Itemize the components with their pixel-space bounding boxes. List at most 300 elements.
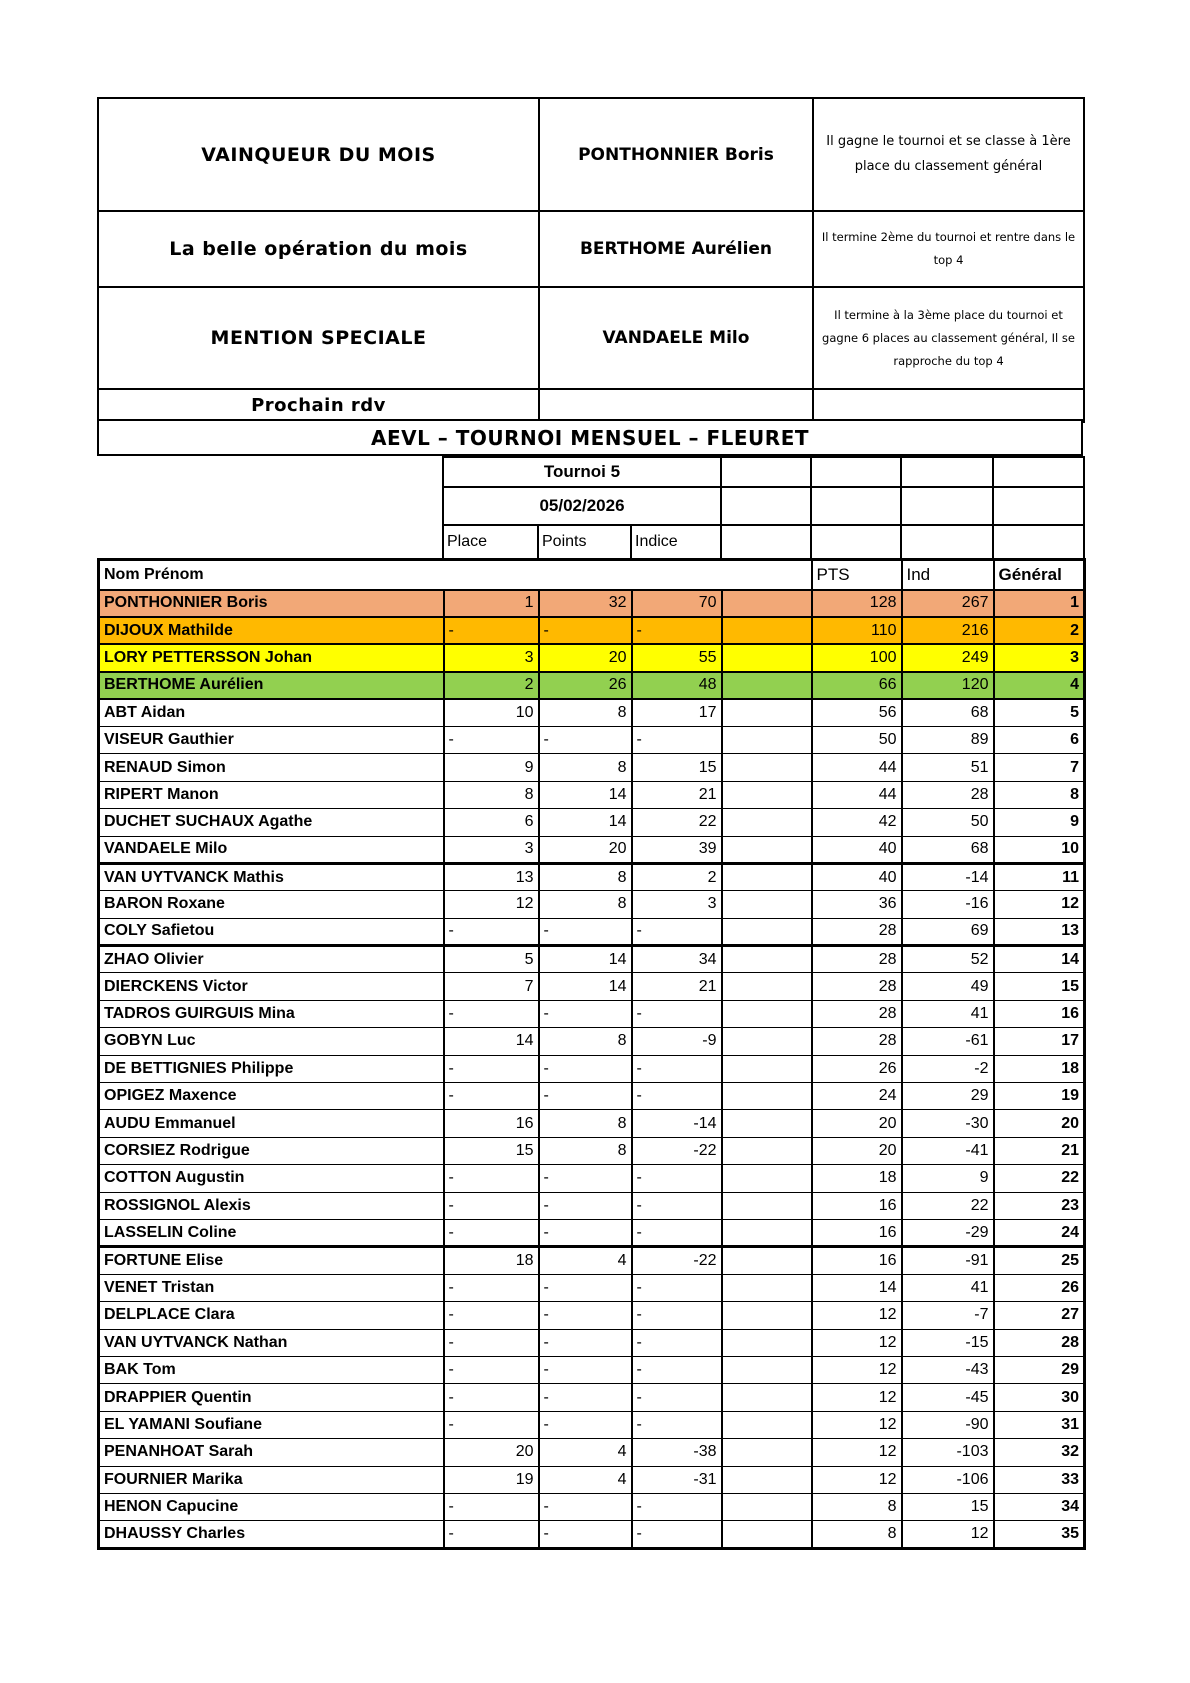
indice-cell: -: [632, 617, 722, 644]
empty-cell: [901, 487, 993, 525]
fencer-name: PENANHOAT Sarah: [99, 1439, 444, 1466]
col-header-place: Place: [443, 525, 538, 559]
points-cell: 14: [539, 973, 632, 1000]
table-row: [99, 1411, 1085, 1438]
tournament-name-row: [443, 457, 1084, 487]
general-rank-cell: 32: [994, 1439, 1085, 1466]
table-row: [99, 1055, 1085, 1082]
place-cell: 16: [444, 1110, 539, 1137]
fencer-name: VANDAELE Milo: [99, 836, 444, 863]
table-row: [99, 1110, 1085, 1137]
points-cell: -: [539, 1356, 632, 1383]
general-rank-cell: 14: [994, 946, 1085, 973]
fencer-name: OPIGEZ Maxence: [99, 1083, 444, 1110]
ind-cell: 9: [902, 1165, 994, 1192]
table-row: [99, 891, 1085, 918]
pts-cell: 12: [812, 1466, 902, 1493]
table-row: [99, 946, 1085, 973]
spacer-cell: [722, 1219, 812, 1246]
fencer-name: GOBYN Luc: [99, 1028, 444, 1055]
pts-cell: 28: [812, 946, 902, 973]
place-cell: -: [444, 1356, 539, 1383]
indice-cell: -: [632, 1083, 722, 1110]
fencer-name: AUDU Emmanuel: [99, 1110, 444, 1137]
ind-cell: 267: [902, 590, 994, 617]
general-rank-cell: 33: [994, 1466, 1085, 1493]
general-rank-cell: 22: [994, 1165, 1085, 1192]
award-row-mention: [98, 287, 1084, 389]
points-cell: -: [539, 918, 632, 945]
fencer-name: VAN UYTVANCK Mathis: [99, 863, 444, 890]
general-rank-cell: 5: [994, 699, 1085, 726]
col-header-name: Nom Prénom: [99, 560, 812, 590]
spacer-cell: [722, 1028, 812, 1055]
general-rank-cell: 27: [994, 1302, 1085, 1329]
pts-cell: 14: [812, 1274, 902, 1301]
ranking-table: [97, 558, 1086, 1550]
award-row-operation: [98, 211, 1084, 287]
table-row: [99, 1439, 1085, 1466]
ind-cell: -7: [902, 1302, 994, 1329]
table-row: [99, 1165, 1085, 1192]
place-cell: 2: [444, 672, 539, 699]
place-cell: 9: [444, 754, 539, 781]
place-cell: -: [444, 1302, 539, 1329]
indice-cell: -: [632, 1329, 722, 1356]
pts-cell: 50: [812, 726, 902, 753]
fencer-name: ROSSIGNOL Alexis: [99, 1192, 444, 1219]
points-cell: 20: [539, 836, 632, 863]
fencer-name: DHAUSSY Charles: [99, 1521, 444, 1548]
general-rank-cell: 6: [994, 726, 1085, 753]
ind-cell: -30: [902, 1110, 994, 1137]
place-cell: 6: [444, 809, 539, 836]
place-cell: 12: [444, 891, 539, 918]
empty-cell: [811, 487, 901, 525]
spacer-cell: [722, 863, 812, 890]
award-label: VAINQUEUR DU MOIS: [98, 98, 539, 211]
table-row: [99, 973, 1085, 1000]
pts-cell: 24: [812, 1083, 902, 1110]
award-label: MENTION SPECIALE: [98, 287, 539, 389]
table-row: [99, 1302, 1085, 1329]
spacer-cell: [722, 699, 812, 726]
spacer-cell: [722, 672, 812, 699]
fencer-name: ZHAO Olivier: [99, 946, 444, 973]
tournament-header-table: [442, 456, 1085, 560]
fencer-name: TADROS GUIRGUIS Mina: [99, 1000, 444, 1027]
spacer-cell: [722, 918, 812, 945]
spacer-cell: [722, 1055, 812, 1082]
fencer-name: RIPERT Manon: [99, 781, 444, 808]
ind-cell: 52: [902, 946, 994, 973]
awards-table: [97, 97, 1085, 423]
ranking-header-row: [99, 560, 1085, 590]
points-cell: -: [539, 1165, 632, 1192]
indice-cell: -: [632, 1192, 722, 1219]
general-rank-cell: 15: [994, 973, 1085, 1000]
spacer-cell: [722, 946, 812, 973]
table-row: [99, 1356, 1085, 1383]
ind-cell: 68: [902, 699, 994, 726]
fencer-name: BAK Tom: [99, 1356, 444, 1383]
ind-cell: 12: [902, 1521, 994, 1548]
ind-cell: 68: [902, 836, 994, 863]
indice-cell: -: [632, 1384, 722, 1411]
fencer-name: CORSIEZ Rodrigue: [99, 1137, 444, 1164]
pts-cell: 36: [812, 891, 902, 918]
col-header-general: Général: [994, 560, 1085, 590]
pts-cell: 12: [812, 1356, 902, 1383]
table-row: [99, 918, 1085, 945]
pts-cell: 12: [812, 1411, 902, 1438]
ind-cell: 22: [902, 1192, 994, 1219]
spacer-cell: [722, 1110, 812, 1137]
pts-cell: 40: [812, 863, 902, 890]
points-cell: 14: [539, 946, 632, 973]
fencer-name: EL YAMANI Soufiane: [99, 1411, 444, 1438]
fencer-name: DELPLACE Clara: [99, 1302, 444, 1329]
place-cell: 15: [444, 1137, 539, 1164]
place-cell: 7: [444, 973, 539, 1000]
indice-cell: -: [632, 1356, 722, 1383]
general-rank-cell: 29: [994, 1356, 1085, 1383]
award-winner: BERTHOME Aurélien: [539, 211, 813, 287]
indice-cell: 17: [632, 699, 722, 726]
general-rank-cell: 9: [994, 809, 1085, 836]
award-winner: PONTHONNIER Boris: [539, 98, 813, 211]
indice-cell: -9: [632, 1028, 722, 1055]
ind-cell: 249: [902, 644, 994, 671]
table-row: [99, 1137, 1085, 1164]
indice-cell: -: [632, 1521, 722, 1548]
place-cell: -: [444, 726, 539, 753]
pts-cell: 28: [812, 973, 902, 1000]
place-cell: -: [444, 1411, 539, 1438]
pts-cell: 8: [812, 1521, 902, 1548]
award-label: La belle opération du mois: [98, 211, 539, 287]
ind-cell: -45: [902, 1384, 994, 1411]
place-cell: 8: [444, 781, 539, 808]
indice-cell: -: [632, 1411, 722, 1438]
place-cell: 19: [444, 1466, 539, 1493]
place-cell: -: [444, 918, 539, 945]
spacer-cell: [722, 836, 812, 863]
tournament-date-row: [443, 487, 1084, 525]
general-rank-cell: 26: [994, 1274, 1085, 1301]
points-cell: 4: [539, 1439, 632, 1466]
pts-cell: 28: [812, 1028, 902, 1055]
table-row: [99, 644, 1085, 671]
points-cell: -: [539, 1329, 632, 1356]
indice-cell: -38: [632, 1439, 722, 1466]
place-cell: -: [444, 1055, 539, 1082]
place-cell: 3: [444, 836, 539, 863]
spacer-cell: [722, 617, 812, 644]
ind-cell: -15: [902, 1329, 994, 1356]
fencer-name: BERTHOME Aurélien: [99, 672, 444, 699]
fencer-name: LASSELIN Coline: [99, 1219, 444, 1246]
indice-cell: 2: [632, 863, 722, 890]
points-cell: -: [539, 617, 632, 644]
spacer-cell: [722, 1274, 812, 1301]
award-note: Il termine à la 3ème place du tournoi et gagne 6 places au classement général, Il se rapproche du top 4: [813, 287, 1084, 389]
place-cell: -: [444, 1329, 539, 1356]
pts-cell: 44: [812, 781, 902, 808]
indice-cell: -: [632, 1000, 722, 1027]
indice-cell: -14: [632, 1110, 722, 1137]
spacer-cell: [722, 1521, 812, 1548]
table-row: [99, 1521, 1085, 1548]
indice-cell: -22: [632, 1137, 722, 1164]
pts-cell: 66: [812, 672, 902, 699]
empty-cell: [993, 487, 1084, 525]
ind-cell: -2: [902, 1055, 994, 1082]
spacer-cell: [722, 781, 812, 808]
points-cell: 8: [539, 754, 632, 781]
general-rank-cell: 18: [994, 1055, 1085, 1082]
table-row: [99, 1083, 1085, 1110]
indice-cell: 22: [632, 809, 722, 836]
table-row: [99, 809, 1085, 836]
ind-cell: 15: [902, 1493, 994, 1520]
place-cell: -: [444, 1384, 539, 1411]
pts-cell: 44: [812, 754, 902, 781]
points-cell: -: [539, 1274, 632, 1301]
spacer-cell: [722, 1192, 812, 1219]
indice-cell: -: [632, 1302, 722, 1329]
general-rank-cell: 11: [994, 863, 1085, 890]
general-rank-cell: 10: [994, 836, 1085, 863]
ind-cell: -106: [902, 1466, 994, 1493]
table-row: [99, 1000, 1085, 1027]
ind-cell: 41: [902, 1274, 994, 1301]
place-cell: 10: [444, 699, 539, 726]
empty-cell: [901, 457, 993, 487]
spacer-cell: [722, 1411, 812, 1438]
fencer-name: DRAPPIER Quentin: [99, 1384, 444, 1411]
spacer-cell: [722, 726, 812, 753]
award-note: Il termine 2ème du tournoi et rentre dans le top 4: [813, 211, 1084, 287]
spacer-cell: [722, 590, 812, 617]
spacer-cell: [722, 1000, 812, 1027]
indice-cell: 70: [632, 590, 722, 617]
points-cell: -: [539, 1493, 632, 1520]
table-row: [99, 590, 1085, 617]
empty-cell: [993, 525, 1084, 559]
points-cell: 8: [539, 863, 632, 890]
table-row: [99, 1247, 1085, 1274]
ind-cell: -43: [902, 1356, 994, 1383]
place-cell: -: [444, 1192, 539, 1219]
spacer-cell: [722, 1384, 812, 1411]
indice-cell: -: [632, 1219, 722, 1246]
general-rank-cell: 35: [994, 1521, 1085, 1548]
general-rank-cell: 12: [994, 891, 1085, 918]
general-rank-cell: 2: [994, 617, 1085, 644]
table-row: [99, 1329, 1085, 1356]
ind-cell: 120: [902, 672, 994, 699]
fencer-name: PONTHONNIER Boris: [99, 590, 444, 617]
table-row: [99, 863, 1085, 890]
indice-cell: 21: [632, 781, 722, 808]
col-header-points: Points: [538, 525, 631, 559]
pts-cell: 40: [812, 836, 902, 863]
fencer-name: DIERCKENS Victor: [99, 973, 444, 1000]
indice-cell: -: [632, 1165, 722, 1192]
place-cell: -: [444, 1219, 539, 1246]
pts-cell: 28: [812, 1000, 902, 1027]
spacer-cell: [722, 1356, 812, 1383]
spacer-cell: [722, 1493, 812, 1520]
ind-cell: -16: [902, 891, 994, 918]
indice-cell: 34: [632, 946, 722, 973]
indice-cell: -31: [632, 1466, 722, 1493]
empty-cell: [721, 487, 811, 525]
ind-cell: -41: [902, 1137, 994, 1164]
fencer-name: RENAUD Simon: [99, 754, 444, 781]
fencer-name: DE BETTIGNIES Philippe: [99, 1055, 444, 1082]
place-cell: 18: [444, 1247, 539, 1274]
ind-cell: 49: [902, 973, 994, 1000]
place-cell: -: [444, 1165, 539, 1192]
pts-cell: 16: [812, 1192, 902, 1219]
empty-cell: [993, 457, 1084, 487]
ind-cell: -29: [902, 1219, 994, 1246]
general-rank-cell: 4: [994, 672, 1085, 699]
empty-cell: [721, 457, 811, 487]
points-cell: -: [539, 1055, 632, 1082]
indice-cell: -: [632, 1274, 722, 1301]
general-rank-cell: 3: [994, 644, 1085, 671]
general-rank-cell: 16: [994, 1000, 1085, 1027]
pts-cell: 8: [812, 1493, 902, 1520]
pts-cell: 12: [812, 1384, 902, 1411]
pts-cell: 12: [812, 1439, 902, 1466]
fencer-name: FORTUNE Elise: [99, 1247, 444, 1274]
general-rank-cell: 30: [994, 1384, 1085, 1411]
fencer-name: VISEUR Gauthier: [99, 726, 444, 753]
tournament-banner-title: AEVL – TOURNOI MENSUEL – FLEURET: [97, 419, 1083, 456]
points-cell: -: [539, 1521, 632, 1548]
ind-cell: 216: [902, 617, 994, 644]
fencer-name: COTTON Augustin: [99, 1165, 444, 1192]
general-rank-cell: 31: [994, 1411, 1085, 1438]
award-note: Il gagne le tournoi et se classe à 1ère place du classement général: [813, 98, 1084, 211]
award-row-next-rdv: [98, 389, 1084, 422]
indice-cell: 55: [632, 644, 722, 671]
ind-cell: -14: [902, 863, 994, 890]
table-row: [99, 1219, 1085, 1246]
points-cell: -: [539, 1219, 632, 1246]
col-header-indice: Indice: [631, 525, 721, 559]
ind-cell: 50: [902, 809, 994, 836]
indice-cell: -: [632, 918, 722, 945]
place-cell: -: [444, 617, 539, 644]
points-cell: 4: [539, 1466, 632, 1493]
general-rank-cell: 20: [994, 1110, 1085, 1137]
general-rank-cell: 8: [994, 781, 1085, 808]
fencer-name: COLY Safietou: [99, 918, 444, 945]
indice-cell: -22: [632, 1247, 722, 1274]
spacer-cell: [722, 809, 812, 836]
indice-cell: 39: [632, 836, 722, 863]
ind-cell: -91: [902, 1247, 994, 1274]
spacer-cell: [722, 754, 812, 781]
pts-cell: 42: [812, 809, 902, 836]
points-cell: -: [539, 1302, 632, 1329]
pts-cell: 18: [812, 1165, 902, 1192]
spacer-cell: [722, 1247, 812, 1274]
table-row: [99, 836, 1085, 863]
pts-cell: 20: [812, 1137, 902, 1164]
indice-cell: -: [632, 1493, 722, 1520]
award-winner: VANDAELE Milo: [539, 287, 813, 389]
points-cell: -: [539, 726, 632, 753]
fencer-name: DUCHET SUCHAUX Agathe: [99, 809, 444, 836]
tournament-name: Tournoi 5: [443, 457, 721, 487]
points-cell: 32: [539, 590, 632, 617]
place-cell: 1: [444, 590, 539, 617]
place-cell: -: [444, 1083, 539, 1110]
spacer-cell: [722, 973, 812, 1000]
place-cell: 13: [444, 863, 539, 890]
place-cell: 20: [444, 1439, 539, 1466]
indice-cell: 48: [632, 672, 722, 699]
empty-cell: [721, 525, 811, 559]
points-cell: 20: [539, 644, 632, 671]
points-cell: 8: [539, 891, 632, 918]
spacer-cell: [722, 1165, 812, 1192]
points-cell: 14: [539, 781, 632, 808]
general-rank-cell: 1: [994, 590, 1085, 617]
spacer-cell: [722, 1439, 812, 1466]
general-rank-cell: 21: [994, 1137, 1085, 1164]
pts-cell: 12: [812, 1302, 902, 1329]
pts-cell: 28: [812, 918, 902, 945]
points-cell: 8: [539, 1137, 632, 1164]
pts-cell: 26: [812, 1055, 902, 1082]
points-cell: 8: [539, 1028, 632, 1055]
general-rank-cell: 34: [994, 1493, 1085, 1520]
ind-cell: -61: [902, 1028, 994, 1055]
fencer-name: VAN UYTVANCK Nathan: [99, 1329, 444, 1356]
points-cell: -: [539, 1192, 632, 1219]
general-rank-cell: 13: [994, 918, 1085, 945]
table-row: [99, 781, 1085, 808]
place-cell: -: [444, 1521, 539, 1548]
spacer-cell: [722, 1329, 812, 1356]
place-cell: 3: [444, 644, 539, 671]
spacer-cell: [722, 644, 812, 671]
fencer-name: FOURNIER Marika: [99, 1466, 444, 1493]
empty-cell: [811, 525, 901, 559]
ind-cell: -103: [902, 1439, 994, 1466]
pts-cell: 12: [812, 1329, 902, 1356]
fencer-name: HENON Capucine: [99, 1493, 444, 1520]
points-cell: -: [539, 1000, 632, 1027]
pts-cell: 16: [812, 1247, 902, 1274]
points-cell: 4: [539, 1247, 632, 1274]
fencer-name: BARON Roxane: [99, 891, 444, 918]
award-note: [813, 389, 1084, 422]
ind-cell: 89: [902, 726, 994, 753]
general-rank-cell: 7: [994, 754, 1085, 781]
fencer-name: VENET Tristan: [99, 1274, 444, 1301]
fencer-name: LORY PETTERSSON Johan: [99, 644, 444, 671]
ind-cell: 29: [902, 1083, 994, 1110]
indice-cell: 3: [632, 891, 722, 918]
